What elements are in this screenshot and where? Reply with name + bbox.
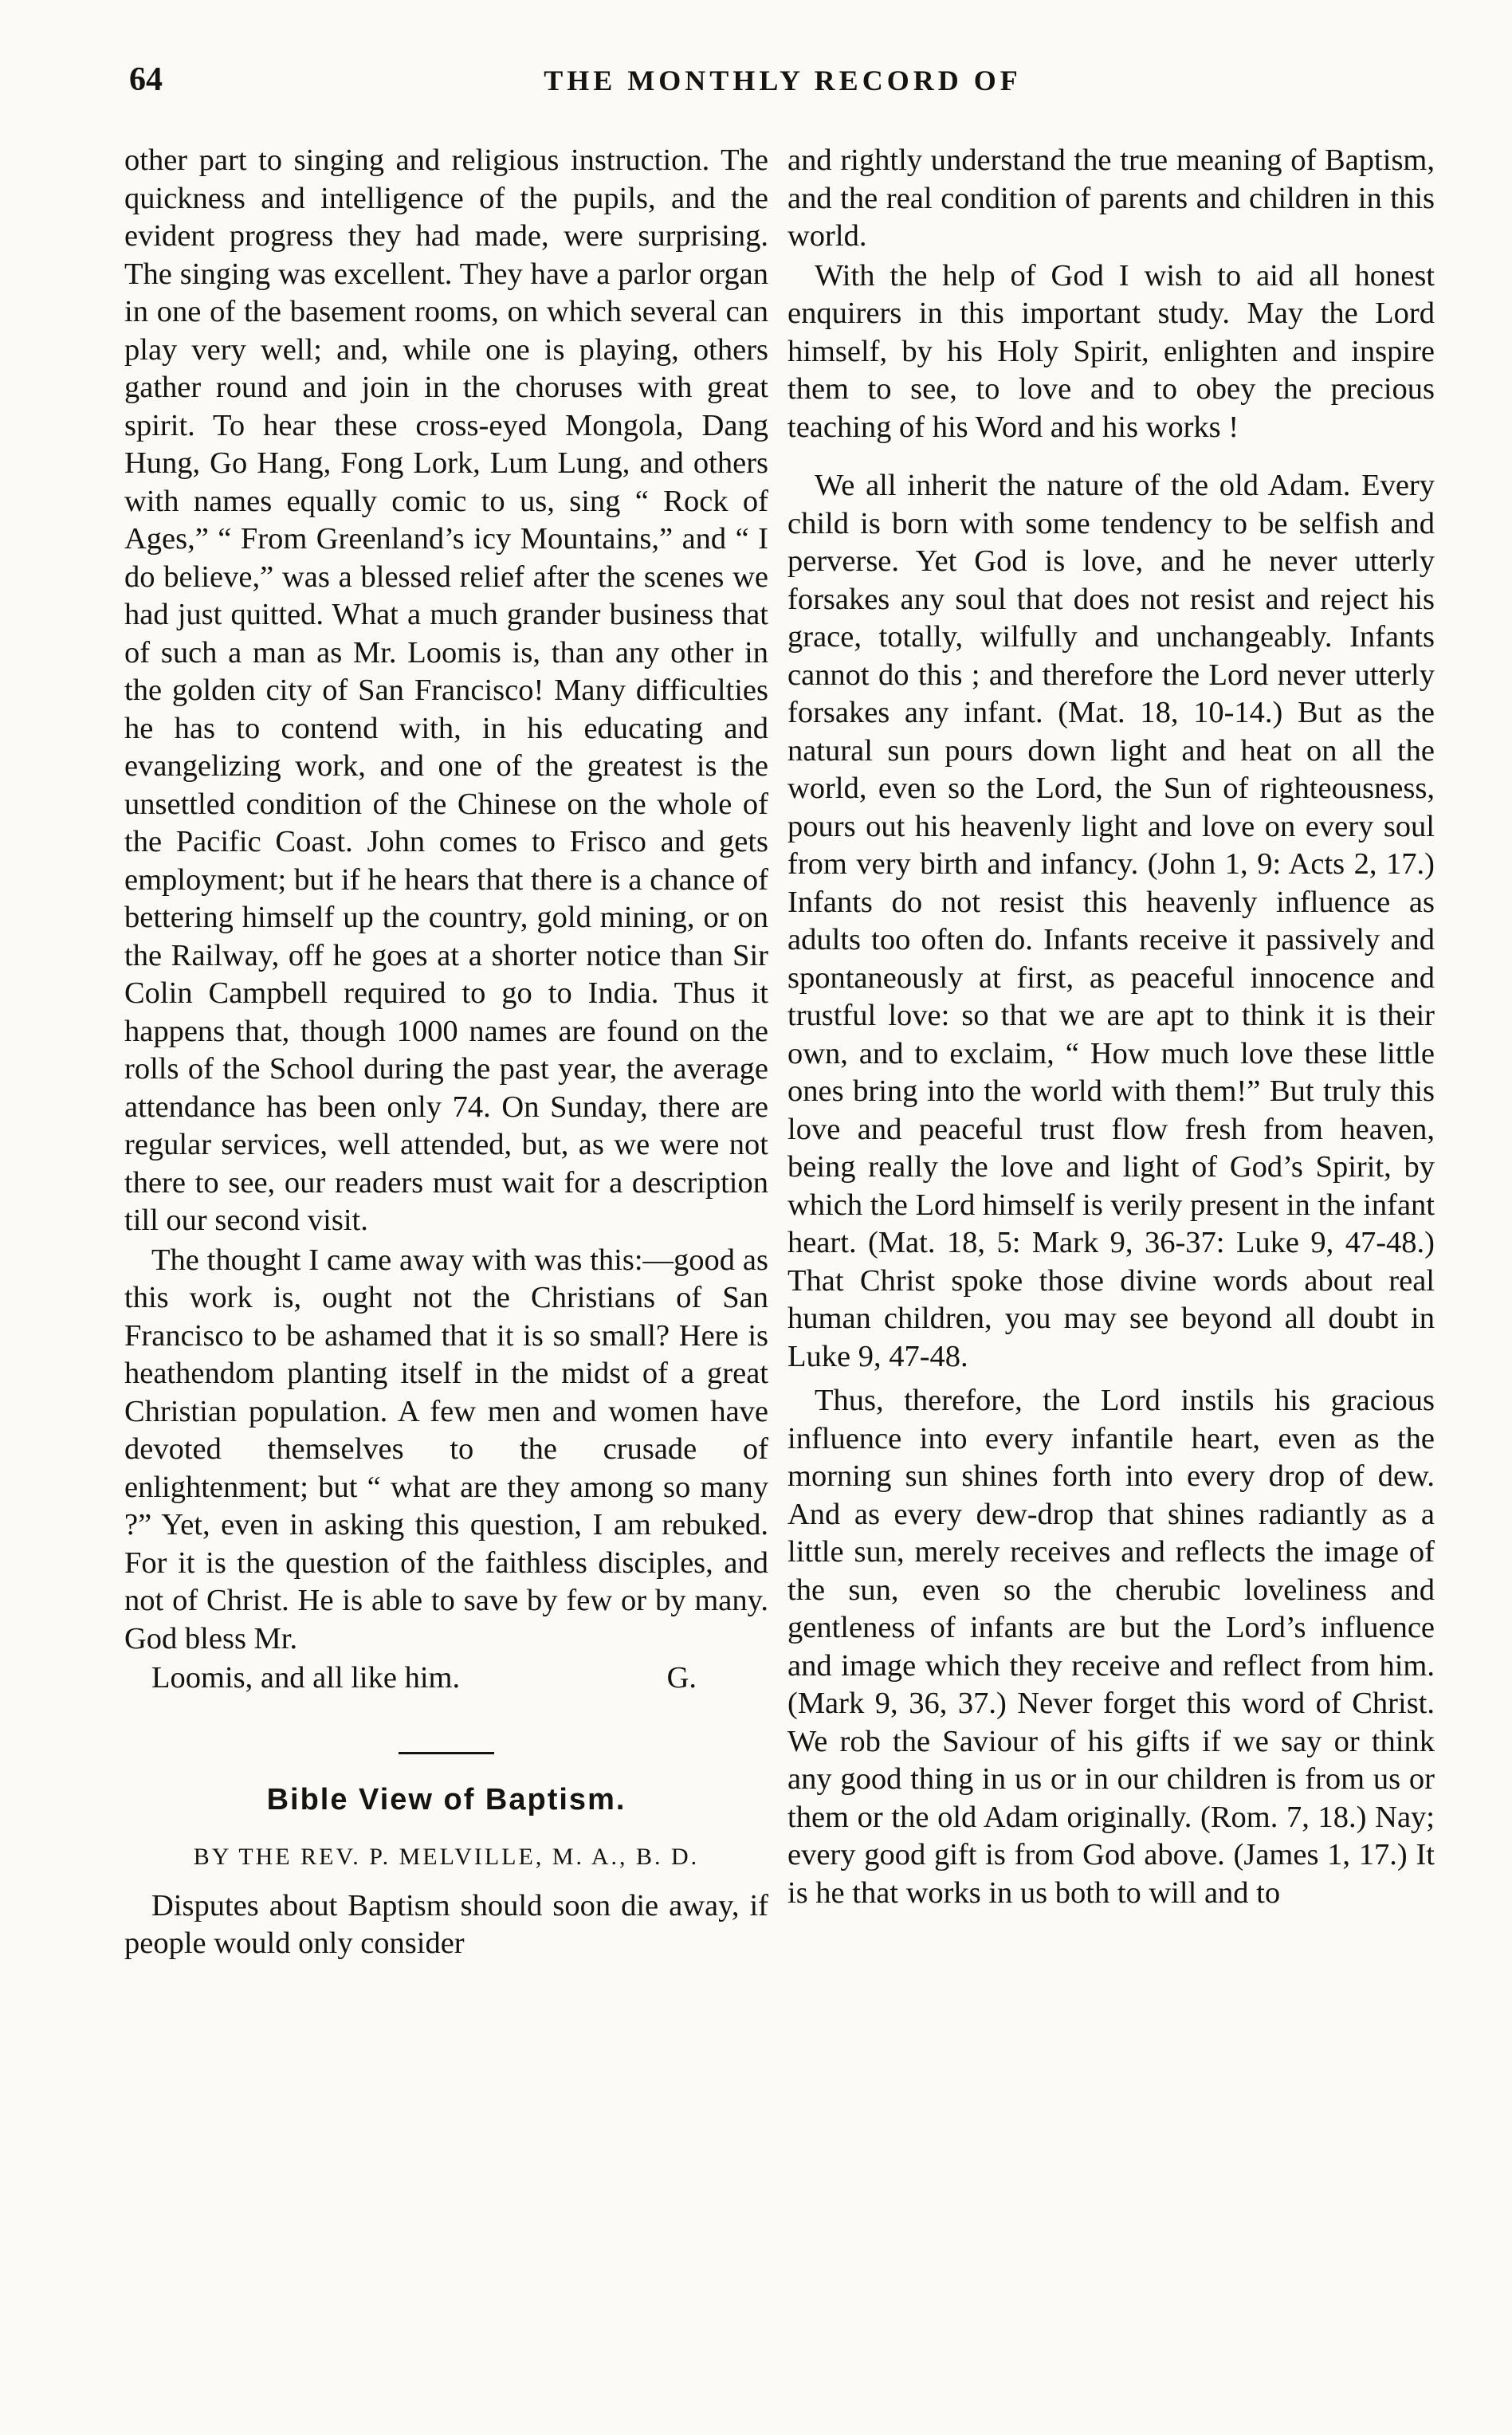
running-title: THE MONTHLY RECORD OF — [544, 65, 1022, 96]
paragraph-chinese-school-continued: other part to singing and religious instruction. The quickness and intelligence of the pupils, and the evident progress they had made, were surprising. The singing was excellent. They have a parlor organ in one of the basement rooms, on which several can play very well; and, while one is playing, others gather round and join in the choruses with great spirit. To hear these cross-eyed Mongola, Dang Hung, Go Hang, Fong Lork, Lum Lung, and others with names equally comic to us, sing “ Rock of Ages,” “ From Greenland’s icy Mountains,” and “ I do believe,” was a blessed relief after the scenes we had just quitted. What a much grander business that of such a man as Mr. Loomis is, than any other in the golden city of San Francisco! Many difficulties he has to contend with, in his educating and evangelizing work, and one of the greatest is the unsettled condition of the Chinese on the whole of the Pacific Coast. John comes to Frisco and gets employment; but if he hears that there is a chance of bettering himself up the country, gold mining, or on the Railway, off he goes at a shorter notice than Sir Colin Campbell required to go to India. Thus it happens that, though 1000 names are found on the rolls of the School during the past year, the average attendance has been only 74. On Sunday, there are regular services, well attended, but, as we were not there to see, our readers must wait for a description till our second visit. — [124, 143, 768, 1237]
paragraph-help-of-god: With the help of God I wish to aid all honest enquirers in this important study. May the Lord himself, by his Holy Spirit, enlighten and inspire them to see, to love and to obey the precious teaching of his Word and his works ! — [787, 258, 1435, 444]
paragraph-dew-drop: Thus, therefore, the Lord instils his gracious influence into every infantile heart, even as the morning sun shines forth into every drop of dew. And as every dew-drop that shines radiantly as a little sun, merely receives and reflects the image of the sun, even so the cherubic loveliness and gentleness of infants are but the Lord’s influence and image which they receive and reflect from him. (Mark 9, 36, 37.) Never forget this word of Christ. We rob the Saviour of his gifts if we say or think any good thing in us or in our children is from us or them or the old Adam originally. (Rom. 7, 18.) Nay; every good gift is from God above. (James 1, 17.) It is he that works in us both to will and to — [787, 1384, 1435, 1910]
paragraph-disputes: Disputes about Baptism should soon die away, if people would only consider — [124, 1888, 768, 1960]
paragraph-old-adam: We all inherit the nature of the old Adam. Every child is born with some tendency to be selfish and perverse. Yet God is love, and he never utterly forsakes any soul that does not resist and reject his grace, totally, wilfully and unchangeably. Infants cannot do this ; and therefore the Lord never utterly forsakes any infant. (Mat. 18, 10-14.) But as the natural sun pours down light and heat on all the world, even so the Lord, the Sun of righteousness, pours out his heavenly light and love on every soul from very birth and infancy. (John 1, 9: Acts 2, 17.) Infants do not resist this heavenly influence as adults too often do. Infants receive it passively and spontaneously at first, as peaceful innocence and trustful love: so that we are apt to think it is their own, and to exclaim, “ How much love these little ones bring into the world with them!” But truly this love and peaceful trust flow fresh from heaven, being really the love and light of God’s Spirit, by which the Lord himself is verily present in the infant heart. (Mat. 18, 5: Mark 9, 36-37: Luke 9, 47-48.) That Christ spoke those divine words about real human children, you may see beyond all doubt in Luke 9, 47-48. — [787, 469, 1435, 1373]
article-byline: BY THE REV. P. MELVILLE, M. A., B. D. — [193, 1844, 700, 1870]
author-signature: G. — [666, 1661, 697, 1695]
page-header — [129, 61, 1436, 108]
section-divider — [399, 1752, 494, 1754]
paragraph-understand: and rightly understand the true meaning of Baptism, and the real condition of parents and children in this world. — [787, 143, 1435, 253]
paragraph-thought: The thought I came away with was this:—good as this work is, ought not the Christians of San Francisco to be ashamed that it is so small? Here is heathendom planting itself in the midst of a great Christian population. A few men and women have devoted themselves to the crusade of enlightenment; but “ what are they among so many ?” Yet, even in asking this question, I am rebuked. For it is the question of the faithless disciples, and not of Christ. He is able to save by few or by many. God bless Mr. — [124, 1243, 768, 1655]
closing-text: Loomis, and all like him. — [151, 1661, 461, 1695]
paragraph-gap — [787, 446, 1435, 467]
page-number: 64 — [129, 61, 163, 98]
paragraph-gap — [787, 1376, 1435, 1382]
right-column — [787, 142, 1435, 1912]
left-column — [124, 142, 768, 1963]
article-title: Bible View of Baptism. — [266, 1782, 626, 1816]
closing-line — [124, 1659, 768, 1698]
